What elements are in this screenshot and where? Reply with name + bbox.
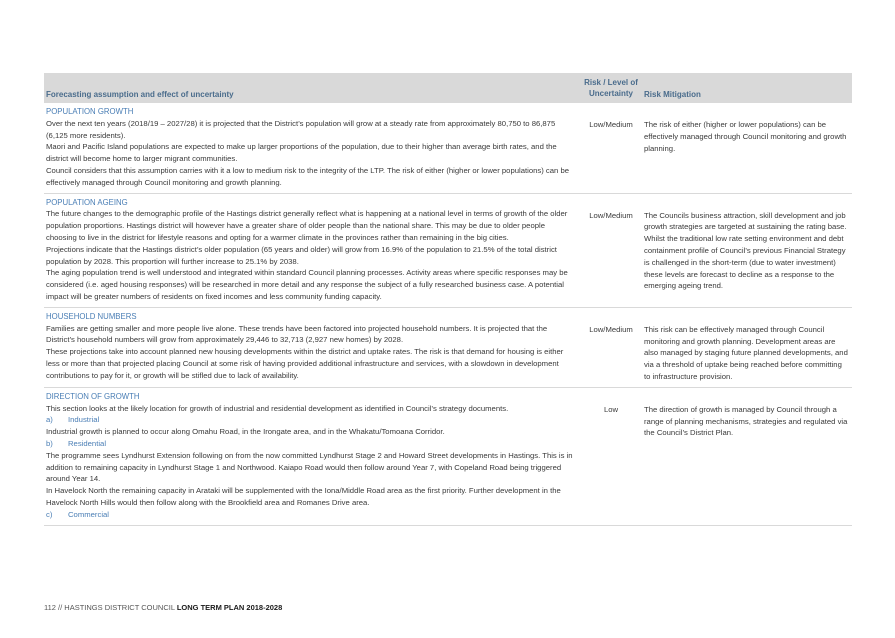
risk-level: Low [603, 404, 619, 414]
paragraph: These projections take into account planned new housing developments within the district and uptake rates. The risk is that demand for housing is either less or more than that projected placing Council at some risk of having provided additional infrastructure and services, with a slowdown in development contributions to pay for it, or growth will be stifled due to lack of availability. [46, 347, 564, 380]
paragraph: In Havelock North the remaining capacity in Arataki will be supplemented with the Iona/Middle Road area as the first priority. Further development in the Havelock North Hills would then follow along with the Brookfield area and Romanes Drive area. [46, 486, 561, 507]
subsection-heading [46, 438, 574, 450]
page-footer [44, 603, 282, 612]
assumption-cell [44, 388, 580, 525]
section-title: HOUSEHOLD NUMBERS [46, 311, 137, 321]
assumption-cell [44, 194, 580, 307]
paragraph: The aging population trend is well understood and integrated within standard Council planning processes. Activity areas where specific responses may be considered (i.e. aged housing responses) will be researched in more detail and any response the subject of a fully researched business case. A potential impact will be greater numbers of residents on fixed incomes and less community funding capacity. [46, 268, 568, 301]
subsection-heading [46, 414, 574, 426]
subsection-label: b) [46, 438, 53, 448]
paragraph: Maori and Pacific Island populations are expected to make up larger proportions of the population, due to their higher than average birth rates, and the district will become home to larger migrant communities. [46, 142, 557, 164]
risk-mitigation: The Councils business attraction, skill development and job growth strategies are targeted at sustaining the rating base. Whilst the traditional low rate setting environment and debt containment profile of Council’s previous Financial Strategy is challenged in the short-term (due to water investment) these levels are forecast to decline as a response to the emerging ageing trend. [644, 210, 847, 291]
paragraph: Families are getting smaller and more people live alone. These trends have been factored into projected household numbers. It is projected that the District’s household numbers will grow from approximately 29,446 to 32,713 (2,927 new homes) by 2028. [46, 323, 548, 345]
table-row [44, 308, 852, 388]
footer-document-title: LONG TERM PLAN 2018-2028 [176, 603, 283, 612]
header-risk-mitigation: Risk Mitigation [644, 90, 701, 99]
header-risk-level: Risk / Level of Uncertainty [584, 78, 638, 98]
paragraph: Council considers that this assumption carries with it a low to medium risk to the integrity of the LTP. The risk of either (higher or lower populations) can be effectively managed through Council monitoring and growth planning. [46, 165, 569, 187]
table-row [44, 388, 852, 526]
subsection-name: Residential [68, 438, 107, 448]
section-title: POPULATION AGEING [46, 197, 128, 207]
assumption-cell [44, 103, 580, 193]
table-row [44, 103, 852, 194]
section-title: POPULATION GROWTH [46, 107, 134, 116]
risk-level: Low/Medium [589, 210, 633, 220]
risk-level: Low/Medium [589, 120, 633, 129]
subsection-name: Commercial [68, 509, 110, 519]
paragraph: The future changes to the demographic profile of the Hastings district generally reflect what is happening at a national level in terms of growth of the older population proportions. Hastings district will however have a greater share of older people than the national share. This may be due to older people choosing to live in the district for lifestyle reasons and opting for a warmer climate in the provinces rather than remaining in the big cities. [46, 209, 568, 242]
section-title: DIRECTION OF GROWTH [46, 391, 140, 401]
footer-page-label: 112 // HASTINGS DISTRICT COUNCIL [44, 603, 175, 612]
risk-mitigation: The risk of either (higher or lower populations) can be effectively managed through Council monitoring and growth planning. [644, 120, 847, 153]
risk-mitigation: The direction of growth is managed by Council through a range of planning mechanisms, strategies and regulated via the Council’s District Plan. [644, 404, 848, 438]
table-row [44, 194, 852, 308]
subsection-label: c) [46, 509, 53, 519]
table-header [44, 73, 852, 103]
paragraph: Over the next ten years (2018/19 – 2027/28) it is projected that the District’s population will grow at a steady rate from approximately 80,750 to 86,875 (6,125 more residents). [46, 118, 556, 140]
paragraph: Projections indicate that the Hastings district’s older population (65 years and older) will grow from 16.9% of the population to 21.5% of the total district population by 2028. This proportion will further increase to 25.1% by 2038. [46, 244, 557, 266]
paragraph: The programme sees Lyndhurst Extension following on from the now committed Lyndhurst Stage 2 and Howard Street developments in Hastings. This is in addition to remaining capacity in Lyndhurst Stage 1 and Northwood. Kaiapo Road would then follow around Year 7, with Copeland Road being triggered around Year 14. [46, 450, 573, 484]
risk-mitigation: This risk can be effectively managed through Council monitoring and growth planning. Development areas are also managed by staging future planned developments, and via a threshold of uptake being reached before committing to infrastructure provision. [644, 324, 848, 381]
header-assumption: Forecasting assumption and effect of uncertainty [46, 90, 234, 99]
paragraph: Industrial growth is planned to occur along Omahu Road, in the Irongate area, and in the Whakatu/Tomoana Corridor. [46, 427, 445, 437]
subsection-heading [46, 509, 574, 521]
assumptions-table [44, 73, 852, 526]
risk-level: Low/Medium [589, 324, 633, 334]
subsection-name: Industrial [68, 415, 100, 425]
paragraph: This section looks at the likely location for growth of industrial and residential development as identified in Council’s strategy documents. [46, 403, 509, 413]
subsection-label: a) [46, 415, 53, 425]
assumption-cell [44, 308, 580, 387]
